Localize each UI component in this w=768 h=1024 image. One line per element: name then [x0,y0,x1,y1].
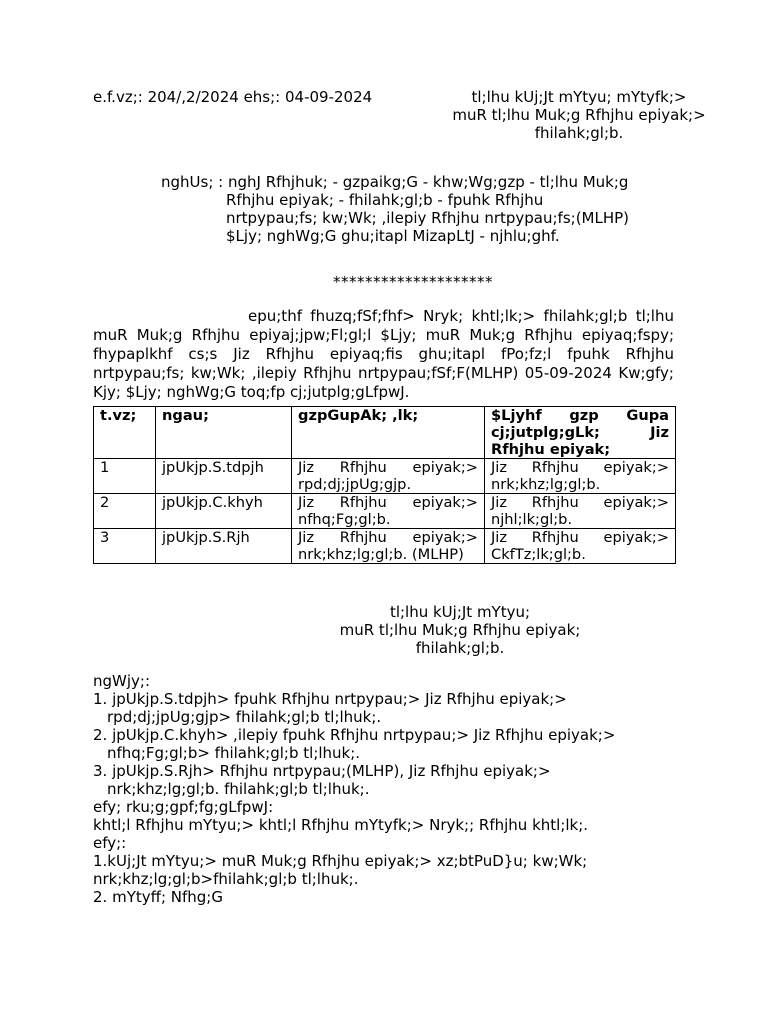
reference-number: e.f.vz;: 204/,2/2024 ehs;: 04-09-2024 [93,88,373,106]
table-cell: jpUkjp.S.tdpjh [156,459,292,494]
table-cell: 3 [94,529,156,564]
subject-line: $Ljy; nghWg;G ghu;itapl MizapLtJ - njhlu;ghf. [226,227,560,245]
table-header-row [94,407,676,459]
copy-item: rpd;dj;jpUg;gjp> fhilahk;gl;b tl;lhuk;. [107,708,382,726]
table-cell: jpUkjp.C.khyh [156,494,292,529]
copy-to-section [93,672,693,906]
column-header: gzpGupAk; ,lk; [292,407,485,459]
address-line: fhilahk;gl;b. [534,124,624,142]
column-header: t.vz; [94,407,156,459]
copy-item: nrk;khz;lg;gl;b. fhilahk;gl;b tl;lhuk;. [107,780,370,798]
column-header: $Ljyhf gzp Gupa cj;jutplg;gLk; Jiz Rfhjhu epiyak; [485,407,676,459]
office-address [429,88,729,142]
address-line: muR tl;lhu Muk;g Rfhjhu epiyak;> [452,106,706,124]
signature-line: muR tl;lhu Muk;g Rfhjhu epiyak; [339,621,581,639]
copy-item: 3. jpUkjp.S.Rjh> Rfhjhu nrtpypau;(MLHP), Jiz Rfhjhu epiyak;> [93,762,551,780]
copy-note: khtl;l Rfhjhu mYtyu;> khtl;l Rfhjhu mYtyfk;> Nryk;; Rfhjhu khtl;lk;. [93,816,589,834]
signature-block [300,603,620,657]
subject-continuation [226,191,629,245]
column-header: ngau; [156,407,292,459]
table-cell: Jiz Rfhjhu epiyak;> nfhq;Fg;gl;b. [292,494,485,529]
table-cell: jpUkjp.S.Rjh [156,529,292,564]
table-cell: 1 [94,459,156,494]
table-row [94,494,676,529]
table-cell: 2 [94,494,156,529]
table-cell: Jiz Rfhjhu epiyak;> CkfTz;lk;gl;b. [485,529,676,564]
assignment-table [93,406,676,564]
copy-item: 1.kUj;Jt mYtyu;> muR Muk;g Rfhjhu epiyak;> xz;btPuD}u; kw;Wk; [93,852,588,870]
copy-heading: ngWjy;: [93,672,151,690]
table-cell: Jiz Rfhjhu epiyak;> nrk;khz;lg;gl;b. [485,459,676,494]
table-row [94,459,676,494]
copy-item: nfhq;Fg;gl;b> fhilahk;gl;b tl;lhuk;. [107,744,361,762]
subject-label: nghUs; : nghJ Rfhjhuk; - gzpaikg;G - khw;Wg;gzp - tl;lhu Muk;g [161,173,629,191]
copy-item: nrk;khz;lg;gl;b>fhilahk;gl;b tl;lhuk;. [93,870,359,888]
subject-line: nrtpypau;fs; kw;Wk; ,ilepiy Rfhjhu nrtpypau;fs;(MLHP) [226,209,630,227]
subject-line: Rfhjhu epiyak; - fhilahk;gl;b - fpuhk Rfhjhu [226,191,544,209]
signature-line: tl;lhu kUj;Jt mYtyu; [389,603,531,621]
table-cell: Jiz Rfhjhu epiyak;> njhl;lk;gl;b. [485,494,676,529]
body-paragraph: epu;thf fhuzq;fSf;fhf> Nryk; khtl;lk;> fhilahk;gl;b tl;lhu muR Muk;g Rfhjhu epiyaj;jpw;Fl;gl;l $Ljy; muR Muk;g Rfhjhu epiyaq;fspy; fhypaplkhf cs;s Jiz Rfhjhu epiyaq;fis ghu;itapl fPo;fz;l fpuhk Rfhjhu nrtpypau;fs; kw;Wk; ,ilepiy Rfhjhu nrtpypau;fSf;F(MLHP) 05-09-2024 Kw;gfy; Kjy; $Ljy; nghWg;G toq;fp cj;jutplg;gLfpwJ. [93,307,674,401]
signature-line: fhilahk;gl;b. [415,639,505,657]
table-row [94,529,676,564]
copy-note: efy; rku;g;gpf;fg;gLfpwJ: [93,798,274,816]
copy-item: 2. mYtyff; Nfhg;G [93,888,223,906]
copy-heading: efy;: [93,834,127,852]
copy-item: 2. jpUkjp.C.khyh> ,ilepiy fpuhk Rfhjhu nrtpypau;> Jiz Rfhjhu epiyak;> [93,726,616,744]
copy-item: 1. jpUkjp.S.tdpjh> fpuhk Rfhjhu nrtpypau;> Jiz Rfhjhu epiyak;> [93,690,567,708]
table-cell: Jiz Rfhjhu epiyak;> nrk;khz;lg;gl;b. (MLHP) [292,529,485,564]
separator: ******************** [333,273,493,291]
table-cell: Jiz Rfhjhu epiyak;> rpd;dj;jpUg;gjp. [292,459,485,494]
address-line: tl;lhu kUj;Jt mYtyu; mYtyfk;> [471,88,687,106]
